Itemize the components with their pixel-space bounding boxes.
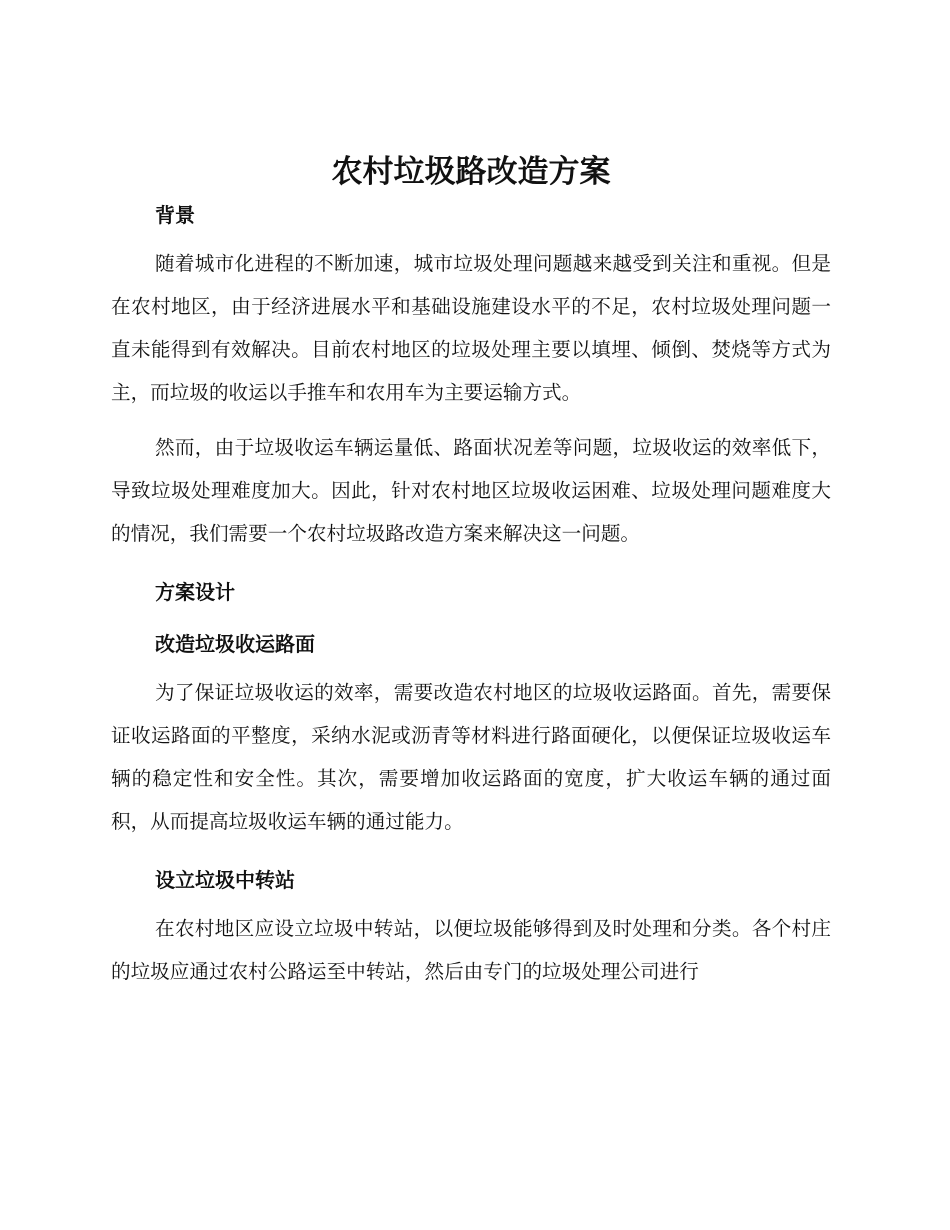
paragraph-transfer-station: 在农村地区应设立垃圾中转站，以便垃圾能够得到及时处理和分类。各个村庄的垃圾应通过农村公路运至中转站，然后由专门的垃圾处理公司进行 xyxy=(111,917,831,983)
document-body xyxy=(111,150,831,993)
section-heading-road-renovation: 改造垃圾收运路面 xyxy=(155,632,315,656)
paragraph-road-renovation: 为了保证垃圾收运的效率，需要改造农村地区的垃圾收运路面。首先，需要保证收运路面的平整度，采纳水泥或沥青等材料进行路面硬化，以便保证垃圾收运车辆的稳定性和安全性。其次，需要增加收运路面的宽度，扩大收运车辆的通过面积，从而提高垃圾收运车辆的通过能力。 xyxy=(111,681,831,833)
section-heading-design: 方案设计 xyxy=(155,580,235,604)
paragraph-background-1: 随着城市化进程的不断加速，城市垃圾处理问题越来越受到关注和重视。但是在农村地区，由于经济进展水平和基础设施建设水平的不足，农村垃圾处理问题一直未能得到有效解决。目前农村地区的垃圾处理主要以填埋、倾倒、焚烧等方式为主，而垃圾的收运以手推车和农用车为主要运输方式。 xyxy=(111,252,831,404)
section-heading-transfer-station: 设立垃圾中转站 xyxy=(155,868,295,892)
paragraph-background-2: 然而，由于垃圾收运车辆运量低、路面状况差等问题，垃圾收运的效率低下，导致垃圾处理难度加大。因此，针对农村地区垃圾收运困难、垃圾处理问题难度大的情况，我们需要一个农村垃圾路改造方案来解决这一问题。 xyxy=(111,436,831,545)
document-title: 农村垃圾路改造方案 xyxy=(331,154,611,190)
section-heading-background: 背景 xyxy=(155,203,195,227)
